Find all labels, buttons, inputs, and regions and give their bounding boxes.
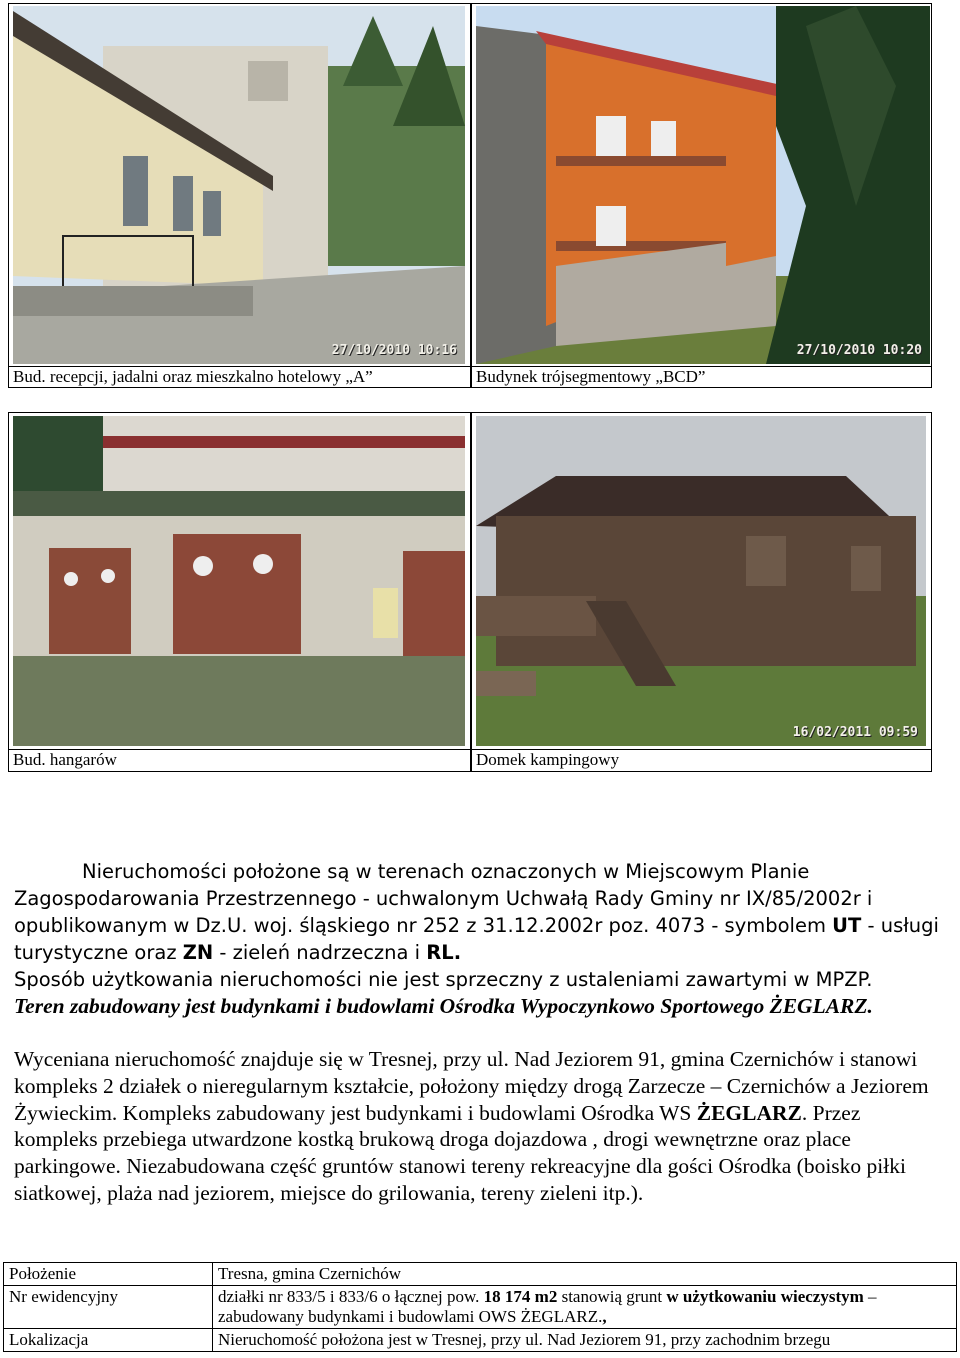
- description-text: Wyceniana nieruchomość znajduje się w Tresnej, przy ul. Nad Jeziorem 91, gmina Czernichów i stanowi kompleks 2 działek o nieregularnym kształcie, położony między drogą Zarzecze – Czernichów a Jeziorem Żywieckim. Kompleks zabudowany jest budynkami i budowlami Ośrodka WS: [14, 1047, 929, 1125]
- photo-cell-hangars: [8, 412, 471, 772]
- photo-hangars: [13, 416, 465, 746]
- mpzp-text: Nieruchomości położone są w terenach oznaczonych w Miejscowym Planie Zagospodarowania Przestrzennego - uchwalonym Uchwałą Rady Gminy nr IX/85/2002r i opublikowanym w Dz.U. woj. śląskiego nr 252 z 31.12.2002r poz. 4073 - symbolem: [14, 860, 873, 937]
- row-label-location: Położenie: [4, 1263, 213, 1286]
- photo-building-bcd: [476, 6, 930, 364]
- row-label-localization: Lokalizacja: [4, 1329, 213, 1352]
- table-row: [4, 1286, 957, 1329]
- symbol-zn: ZN: [182, 941, 214, 964]
- table-row: [4, 1263, 957, 1286]
- photo-date-stamp: 27/10/2010 10:16: [331, 343, 457, 358]
- mpzp-compliance: Sposób użytkowania nieruchomości nie jest sprzeczny z ustaleniami zawartymi w MPZP.: [14, 968, 873, 991]
- property-description: [14, 1046, 949, 1207]
- development-note: Teren zabudowany jest budynkami i budowlami Ośrodka Wypoczynkowo Sportowego ŻEGLARZ.: [14, 994, 873, 1018]
- symbol-rl: RL.: [426, 941, 462, 964]
- registry-comma: ,: [602, 1307, 607, 1326]
- registry-text-3: – zabudowany budynkami i budowlami OWS ŻEGLARZ.: [218, 1287, 877, 1326]
- area-value: 18 174 m2: [483, 1287, 558, 1306]
- photo-building-a: [13, 6, 465, 364]
- resort-name: ŻEGLARZ: [696, 1100, 802, 1125]
- row-label-registry: Nr ewidencyjny: [4, 1286, 213, 1329]
- photo-cabin: [476, 416, 926, 746]
- property-info-table: [3, 1262, 957, 1352]
- photo-caption: Bud. recepcji, jadalni oraz mieszkalno hotelowy „A”: [9, 366, 470, 387]
- photo-caption: Domek kampingowy: [472, 749, 931, 770]
- registry-text: działki nr 833/5 i 833/6 o łącznej pow.: [218, 1287, 484, 1306]
- zn-description: - zieleń nadrzeczna i: [213, 941, 427, 964]
- row-value-location: Tresna, gmina Czernichów: [213, 1263, 957, 1286]
- symbol-ut: UT: [832, 914, 862, 937]
- table-row: [4, 1329, 957, 1352]
- photo-caption: Bud. hangarów: [9, 749, 470, 770]
- ut-description: - usługi turystyczne oraz: [14, 914, 939, 964]
- ownership-type: w użytkowaniu wieczystym: [666, 1287, 864, 1306]
- row-value-localization: Nieruchomość położona jest w Tresnej, przy ul. Nad Jeziorem 91, przy zachodnim brzegu: [213, 1329, 957, 1352]
- photo-cell-cabin: [471, 412, 932, 772]
- photo-date-stamp: 16/02/2011 09:59: [792, 725, 918, 740]
- registry-text-2: stanowią grunt: [557, 1287, 667, 1306]
- description-rest: . Przez kompleks przebiega utwardzone kostką brukową droga dojazdowa , drogi wewnętrzne oraz place parkingowe. Niezabudowana część gruntów stanowi tereny rekreacyjne dla gości Ośrodka (boisko piłki siatkowej, plaża nad jeziorem, miejsce do grilowania, tereny zieleni itp.).: [14, 1100, 906, 1205]
- photo-caption: Budynek trójsegmentowy „BCD”: [472, 366, 931, 387]
- row-value-registry: [213, 1286, 957, 1329]
- mpzp-paragraph: [14, 858, 949, 966]
- photo-date-stamp: 27/10/2010 10:20: [796, 343, 922, 358]
- photo-cell-bcd: [471, 3, 932, 388]
- photo-cell-a: [8, 3, 471, 388]
